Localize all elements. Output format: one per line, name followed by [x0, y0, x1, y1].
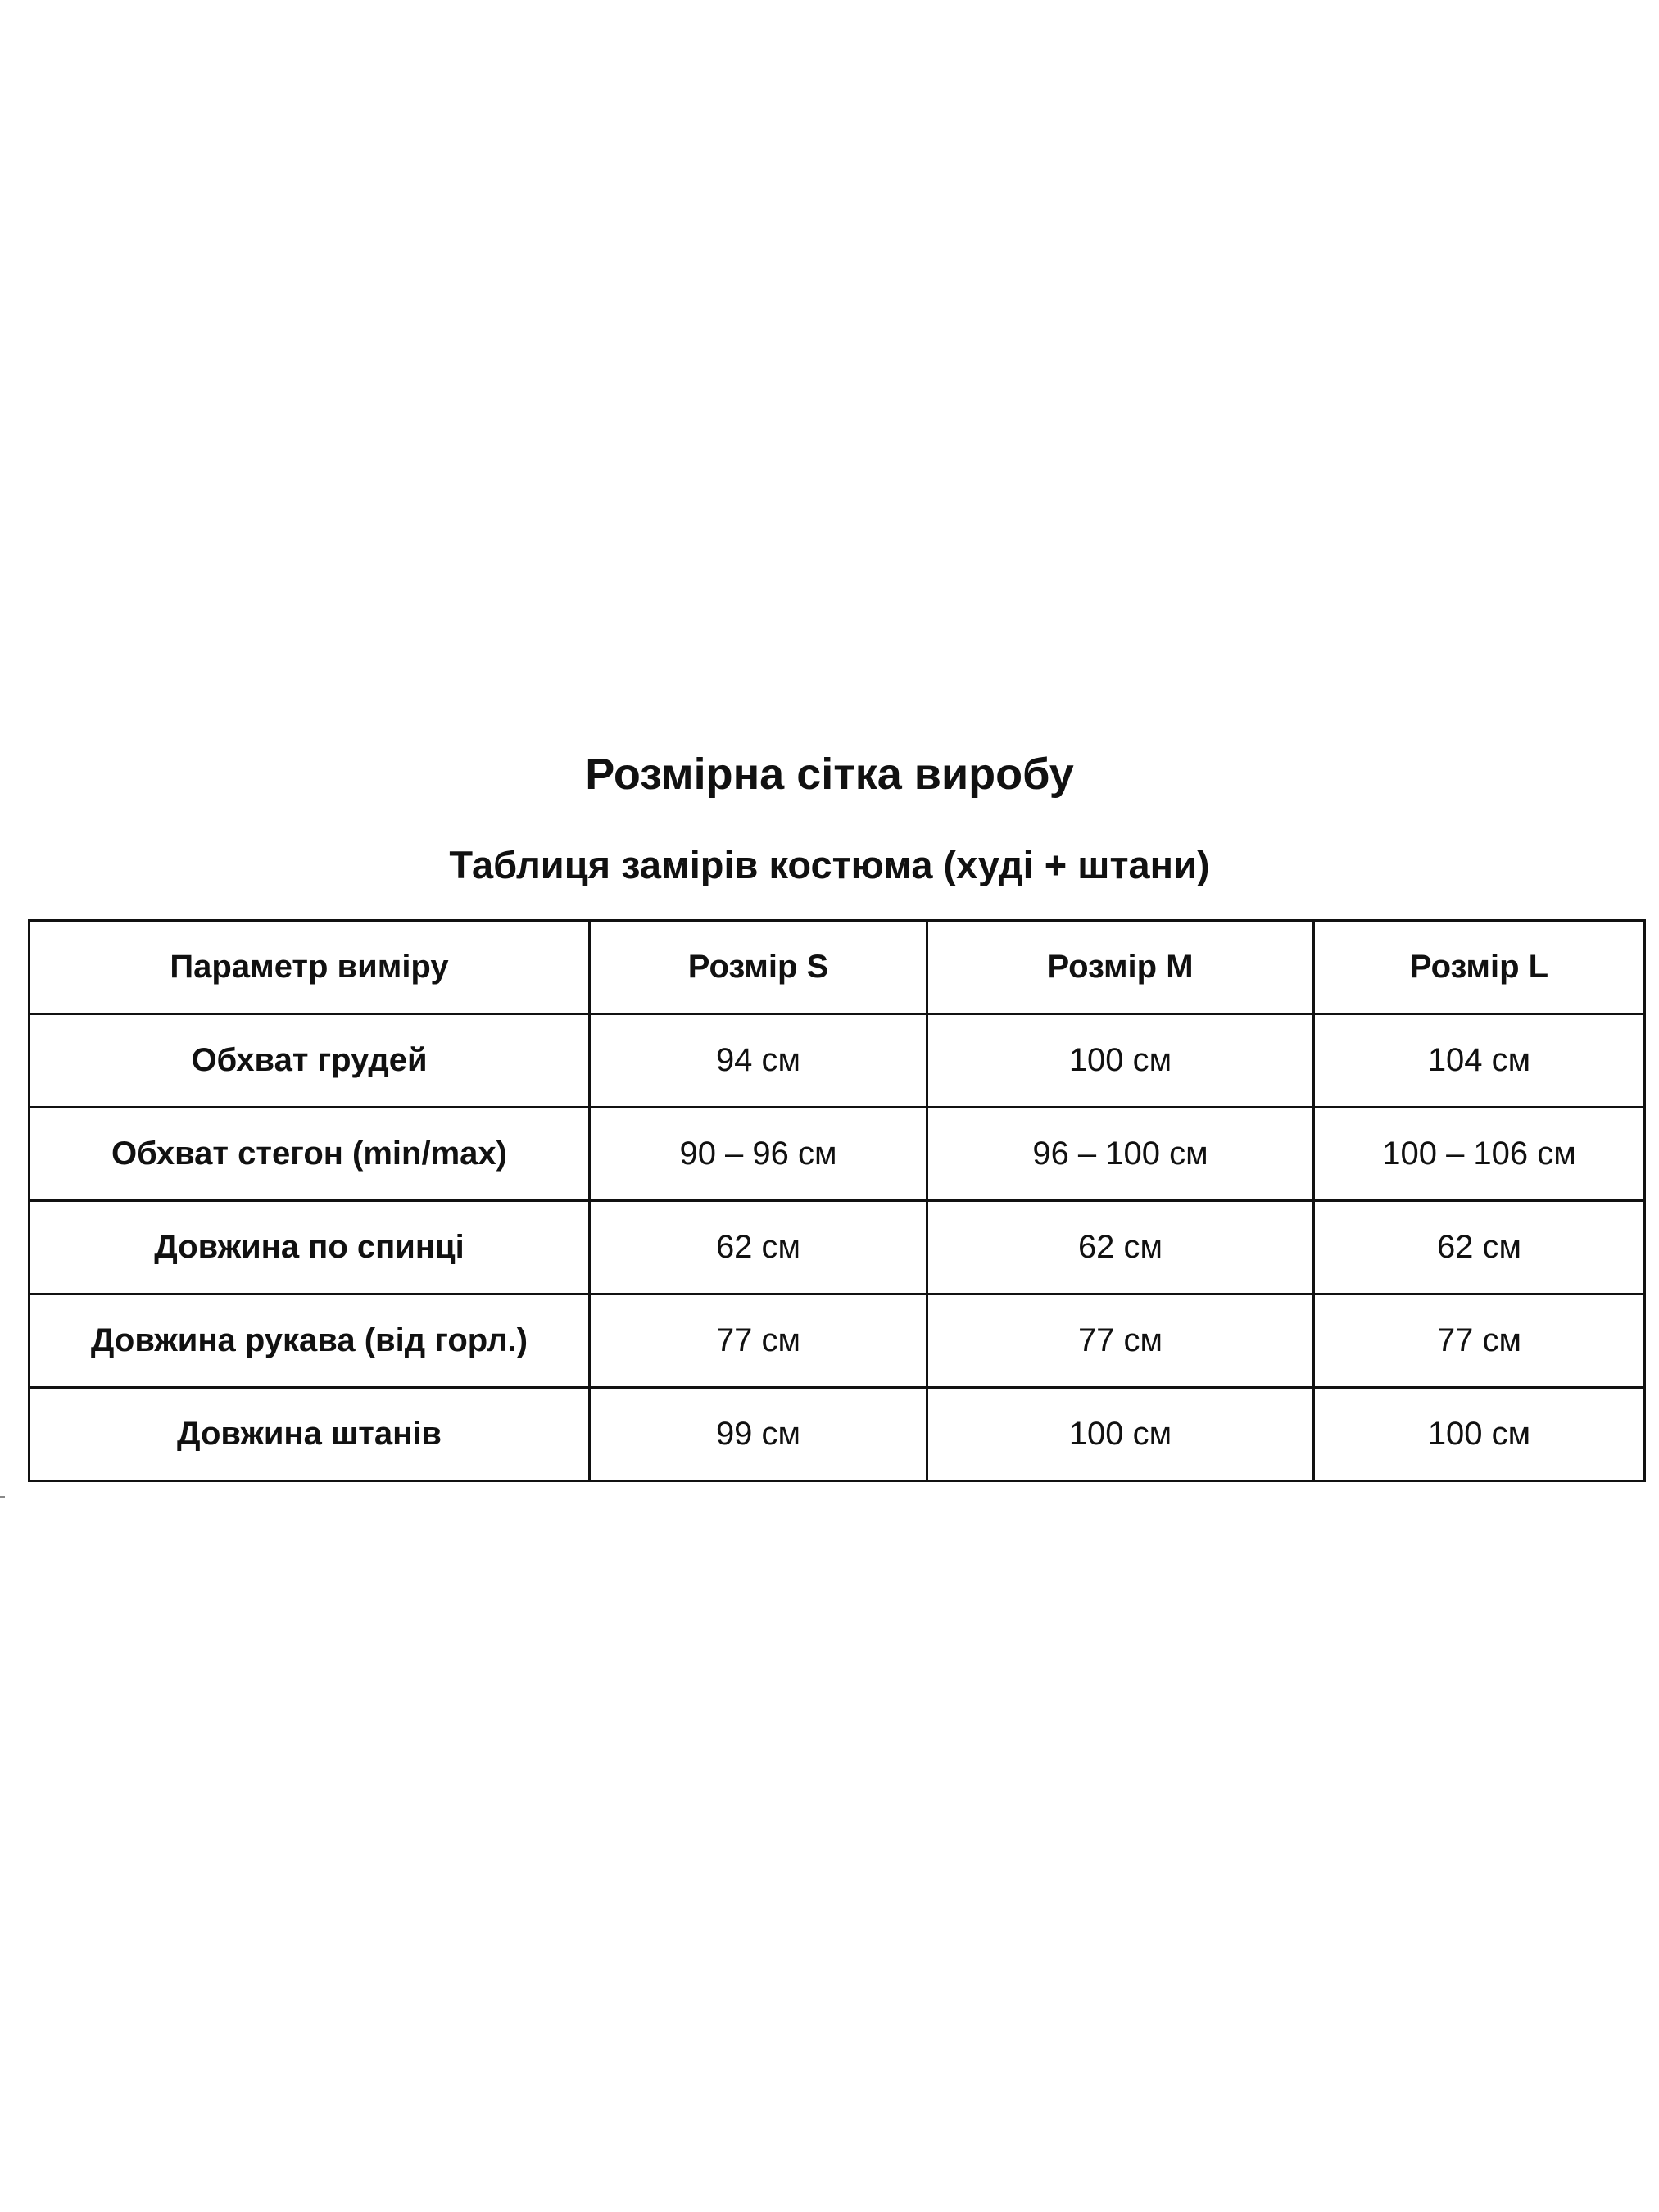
cell-size-l: 104 см [1314, 1014, 1645, 1108]
table-row [29, 1201, 1645, 1294]
header-size-l: Розмір L [1314, 921, 1645, 1014]
cell-size-l: 77 см [1314, 1294, 1645, 1388]
cell-size-l: 100 – 106 см [1314, 1108, 1645, 1201]
cell-size-m: 62 см [927, 1201, 1314, 1294]
cell-size-l: 100 см [1314, 1388, 1645, 1481]
cell-size-m: 100 см [927, 1388, 1314, 1481]
cell-size-s: 77 см [590, 1294, 927, 1388]
table-row [29, 1388, 1645, 1481]
cell-size-s: 90 – 96 см [590, 1108, 927, 1201]
cell-size-m: 100 см [927, 1014, 1314, 1108]
table-row [29, 1294, 1645, 1388]
row-parameter: Обхват стегон (min/max) [29, 1108, 590, 1201]
cell-size-m: 96 – 100 см [927, 1108, 1314, 1201]
table-row [29, 1108, 1645, 1201]
header-size-m: Розмір M [927, 921, 1314, 1014]
header-size-s: Розмір S [590, 921, 927, 1014]
cell-size-m: 77 см [927, 1294, 1314, 1388]
cell-size-s: 62 см [590, 1201, 927, 1294]
page-title: Розмірна сітка виробу [585, 750, 1074, 799]
row-parameter: Довжина рукава (від горл.) [29, 1294, 590, 1388]
size-chart-table [28, 919, 1646, 1482]
cell-size-s: 99 см [590, 1388, 927, 1481]
row-parameter: Довжина штанів [29, 1388, 590, 1481]
margin-mark [0, 1496, 5, 1498]
row-parameter: Обхват грудей [29, 1014, 590, 1108]
header-parameter: Параметр виміру [29, 921, 590, 1014]
cell-size-l: 62 см [1314, 1201, 1645, 1294]
row-parameter: Довжина по спинці [29, 1201, 590, 1294]
table-subtitle: Таблиця замірів костюма (худі + штани) [449, 843, 1210, 886]
table-header-row [29, 921, 1645, 1014]
cell-size-s: 94 см [590, 1014, 927, 1108]
table-row [29, 1014, 1645, 1108]
